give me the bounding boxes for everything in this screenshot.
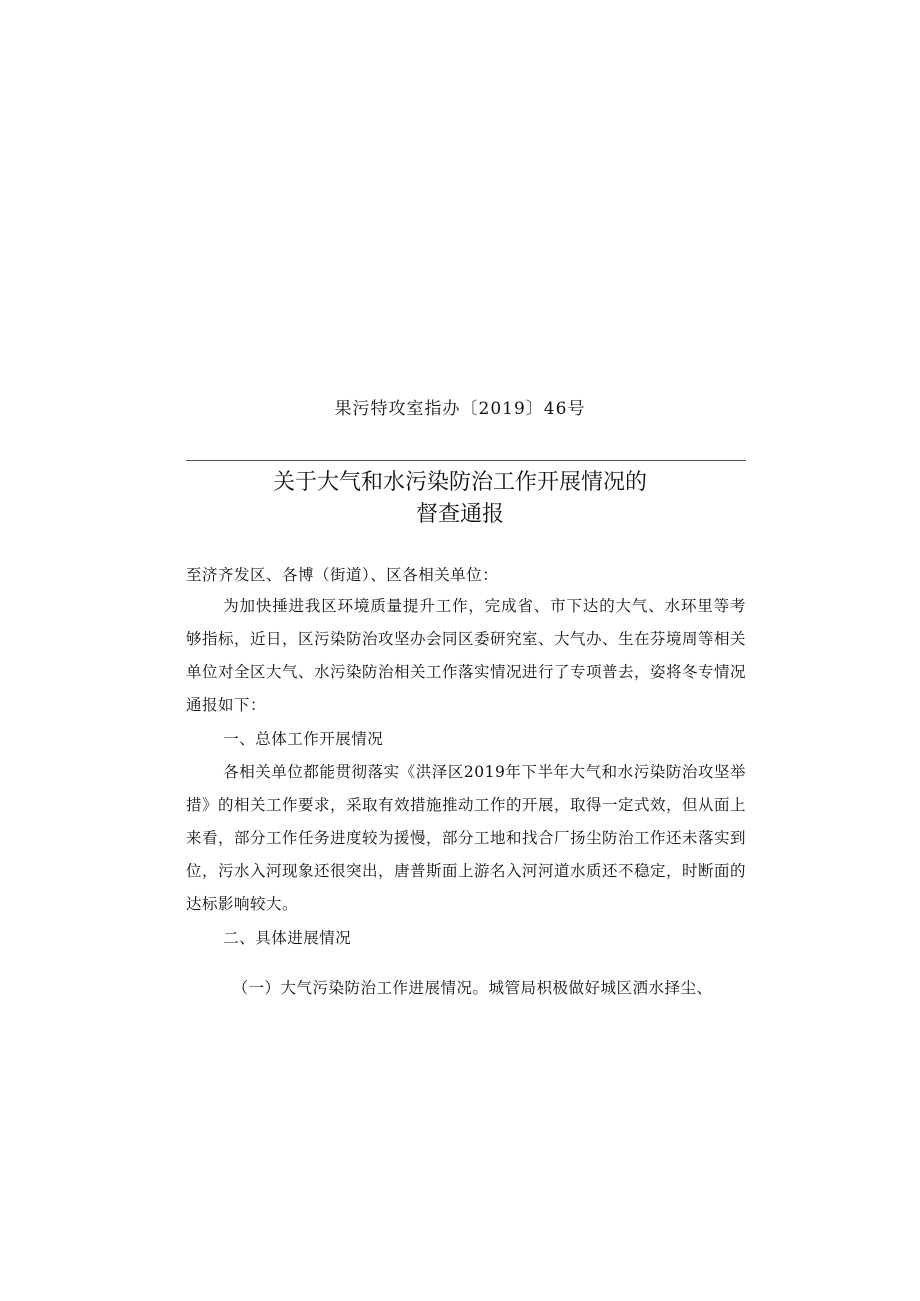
document-title [0, 467, 920, 531]
subsection-1-text: （一）大气污染防治工作进展情况。城管局枳极做好城区洒水择尘、 [232, 979, 713, 997]
title-line-2: 督查通报 [415, 502, 504, 527]
title-line-1: 关于大气和水污染防治工作开展情况的 [272, 470, 647, 495]
salutation: 至济齐发区、各博（街道）、区各相关单位： [186, 566, 499, 584]
section-1-heading: 一、总体工作开展情况 [223, 730, 384, 748]
header-divider [186, 460, 746, 461]
section-2-heading: 二、具体进展情况 [223, 929, 352, 947]
intro-paragraph: 为加快捶进我区环境质量提升工作，完成省、市下达的大气、水环里等考够指标，近日，区污染防治攻坚办会同区委研究室、大气办、生在芬境周等相关单位对全区大气、水污染防治相关工作落实情况进行了专项普去，姿将冬专情况通报如下： [186, 597, 747, 714]
document-body [186, 560, 746, 1005]
section-1-paragraph: 各相关单位都能贯彻落实《洪泽区2019年下半年大气和水污染防治攻坚举措》的相关工作要求，采取有效措施推动工作的开展，取得一定式效，但从面上来看，部分工作任务进度较为援慢，部分工地和找合厂扬尘防治工作还未落实到位，污水入河现象还很突出，唐普斯面上游名入河河道水质还不稳定，时断面的达标影响较大。 [186, 763, 747, 913]
document-number: 果污特攻室指办〔2019〕46号 [334, 399, 586, 419]
